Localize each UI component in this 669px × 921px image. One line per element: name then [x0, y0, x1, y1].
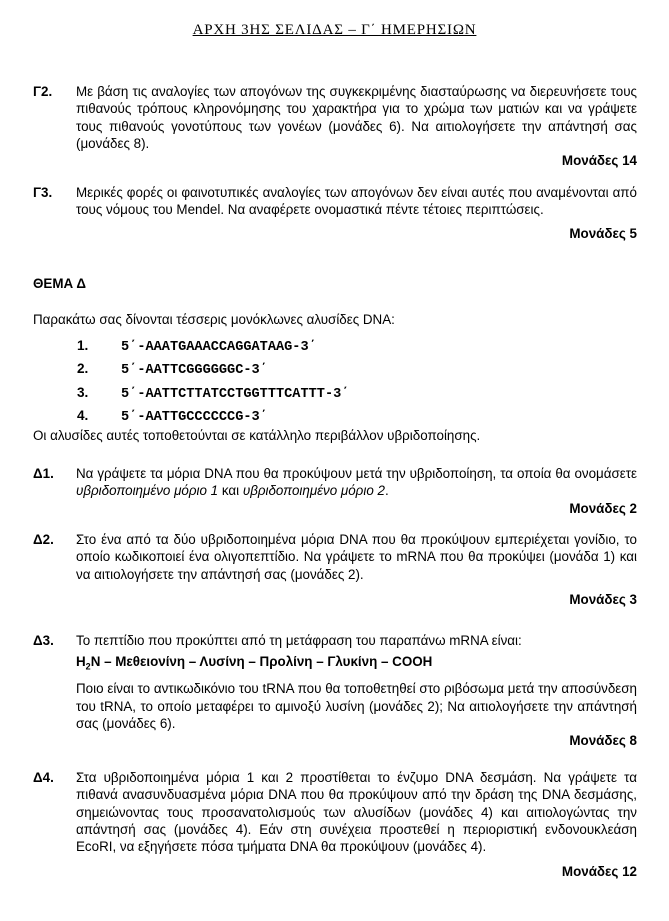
question-d4 — [33, 769, 637, 881]
peptide-formula — [76, 653, 637, 676]
dna-sequence-item — [77, 405, 349, 428]
question-marks: Μονάδες 12 — [561, 864, 637, 880]
intro-text: Παρακάτω σας δίνονται τέσσερις μονόκλωνες αλυσίδες DNA: — [33, 312, 395, 327]
sequence-text: 5΄-AATTCGGGGGGC-3΄ — [121, 363, 268, 379]
question-marks: Μονάδες 5 — [569, 225, 637, 241]
peptide-subscript: 2 — [85, 661, 91, 672]
dna-sequence-item — [77, 335, 349, 358]
question-number: Γ3. — [33, 185, 53, 200]
question-text: Με βάση τις αναλογίες των απογόνων της συγκεκριμένης διασταύρωσης να διερευνήσετε τους πιθανούς τρόπους κληρονόμησης του χαρακτήρα για το χρώμα των ματιών και να γράψετε τους πιθανούς γονοτύπους των γονέων (μονάδες 6). Να αιτιολογήσετε την απάντησή σας (μονάδες 8). — [76, 84, 637, 151]
question-number: Δ2. — [33, 532, 54, 547]
page-header — [0, 22, 669, 39]
peptide-part: H — [76, 654, 86, 670]
question-text-part: και — [218, 483, 243, 499]
question-text-part: Να γράψετε τα μόρια DNA που θα προκύψουν μετά την υβριδοποίηση, τα οποία θα ονομάσετε — [76, 466, 637, 481]
question-g3 — [33, 184, 637, 242]
sequence-text: 5΄-AATTCTTATCCTGGTTTCATTT-3΄ — [121, 386, 350, 402]
sequence-text: 5΄-AAATGAAACCAGGATAAG-3΄ — [121, 340, 317, 355]
sequence-number: 1. — [77, 338, 89, 353]
question-d2 — [33, 531, 637, 608]
dna-sequence-item — [77, 382, 349, 405]
sequence-number: 2. — [77, 361, 89, 377]
section-title: ΘΕΜΑ Δ — [33, 276, 87, 291]
question-number: Δ3. — [33, 633, 54, 648]
question-number: Δ4. — [33, 770, 54, 785]
question-text-2: Ποιο είναι το αντικωδικόνιο του tRNA που θα τοποθετηθεί στο ριβόσωμα μετά την αποσύνδεση του tRNA, το οποίο μεταφέρει το αμινοξύ λυσίνη (μονάδες 2); Να αιτιολογήσετε την απάντησή σας (μονάδες 6). — [76, 681, 637, 731]
sequence-text: 5΄-AATTGCCCCCCG-3΄ — [121, 409, 268, 425]
question-text: Στα υβριδοποιημένα μόρια 1 και 2 προστίθεται το ένζυμο DNA δεσμάση. Να γράψετε τα πιθανά ανασυνδυασμένα μόρια DNA που θα προκύψουν από την δράση της DNA δεσμάσης, σημειώνοντας τους προσανατολισμούς των αλυσίδων (μονάδες 4) και αιτιολογώντας την απάντησή σας (μονάδες 4). Εάν στη συνέχεια προστεθεί η περιοριστική ενδονουκλεάση EcoRI, να εξηγήσετε πόσα τμήματα DNA θα προκύψουν (μονάδες 4). — [76, 770, 637, 855]
question-number: Δ1. — [33, 466, 54, 481]
italic-term: υβριδοποιημένο μόριο 2 — [242, 483, 385, 499]
question-marks: Μονάδες 8 — [569, 733, 637, 749]
peptide-part: N – Μεθειονίνη – Λυσίνη – Προλίνη – Γλυκίνη – COOH — [90, 654, 433, 670]
question-d1 — [33, 465, 637, 517]
dna-sequence-item — [77, 358, 349, 381]
page-header-text: ΑΡΧΗ 3ΗΣ ΣΕΛΙΔΑΣ – Γ΄ ΗΜΕΡΗΣΙΩΝ — [192, 22, 477, 38]
question-text: Μερικές φορές οι φαινοτυπικές αναλογίες των απογόνων δεν είναι αυτές που αναμένονται από τους νόμους του Mendel. Να αναφέρετε ονομαστικά πέντε τέτοιες περιπτώσεις. — [76, 185, 637, 218]
question-text: Το πεπτίδιο που προκύπτει από τη μετάφραση του παραπάνω mRNA είναι: — [76, 633, 522, 648]
italic-term: υβριδοποιημένο μόριο 1 — [76, 483, 219, 499]
dna-sequence-list — [77, 335, 349, 428]
question-g2 — [33, 83, 637, 169]
question-number: Γ2. — [33, 84, 53, 99]
sequence-number: 4. — [77, 407, 89, 423]
question-marks: Μονάδες 3 — [569, 591, 637, 607]
question-marks: Μονάδες 2 — [569, 500, 637, 516]
question-text — [76, 465, 637, 500]
question-marks: Μονάδες 14 — [561, 153, 637, 169]
sequence-number: 3. — [77, 384, 89, 400]
after-list-text: Οι αλυσίδες αυτές τοποθετούνται σε κατάλληλο περιβάλλον υβριδοποίησης. — [33, 428, 481, 443]
question-d3 — [33, 632, 637, 749]
question-text: Στο ένα από τα δύο υβριδοποιημένα μόρια DNA που θα προκύψουν εμπεριέχεται γονίδιο, το οποίο κωδικοποιεί ένα ολιγοπεπτίδιο. Να γράψετε το mRNA που θα προκύψει (μονάδα 1) και να αιτιολογήσετε την απάντησή σας (μονάδες 2). — [76, 532, 637, 582]
question-text-part: . — [384, 483, 389, 499]
